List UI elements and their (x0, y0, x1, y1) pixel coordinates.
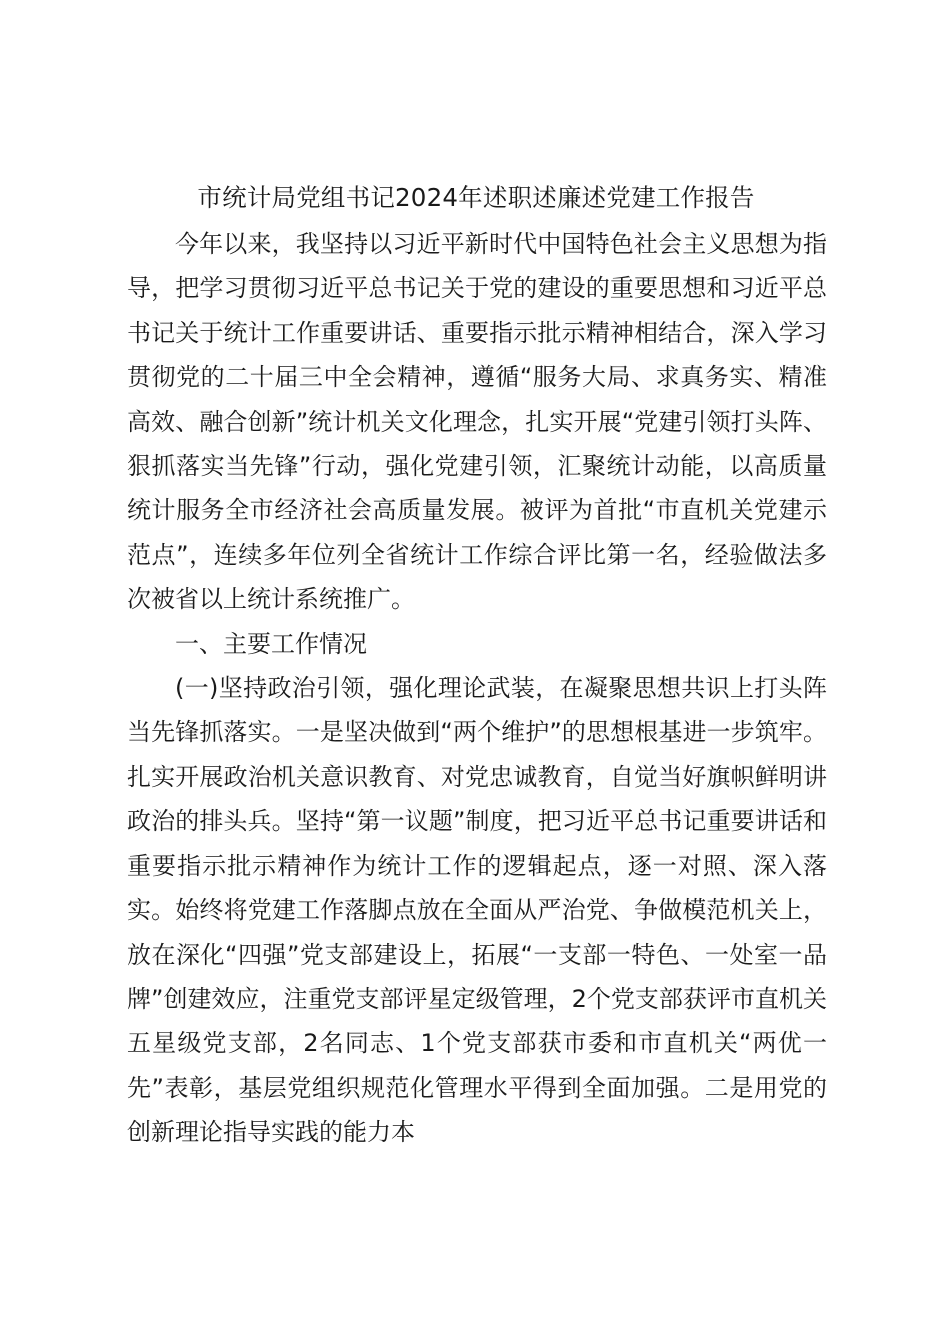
paragraph-intro: 今年以来，我坚持以习近平新时代中国特色社会主义思想为指导，把学习贯彻习近平总书记关于党的建设的重要思想和习近平总书记关于统计工作重要讲话、重要指示批示精神相结合，深入学习贯彻党的二十届三中全会精神，遵循“服务大局、求真务实、精准高效、融合创新”统计机关文化理念，扎实开展“党建引领打头阵、狠抓落实当先锋”行动，强化党建引领，汇聚统计动能，以高质量统计服务全市经济社会高质量发展。被评为首批“市直机关党建示范点”，连续多年位列全省统计工作综合评比第一名，经验做法多次被省以上统计系统推广。 (127, 230, 827, 614)
section-heading-main-work: 一、主要工作情况 (175, 629, 367, 658)
document-body (127, 222, 827, 1155)
document-title: 市统计局党组书记2024年述职述廉述党建工作报告 (197, 183, 755, 212)
paragraph-political-leadership: (一)坚持政治引领，强化理论武装，在凝聚思想共识上打头阵当先锋抓落实。一是坚决做到“两个维护”的思想根基进一步筑牢。扎实开展政治机关意识教育、对党忠诚教育，自觉当好旗帜鲜明讲政治的排头兵。坚持“第一议题”制度，把习近平总书记重要讲话和重要指示批示精神作为统计工作的逻辑起点，逐一对照、深入落实。始终将党建工作落脚点放在全面从严治党、争做模范机关上，放在深化“四强”党支部建设上，拓展“一支部一特色、一处室一品牌”创建效应，注重党支部评星定级管理，2个党支部获评市直机关五星级党支部，2名同志、1个党支部获市委和市直机关“两优一先”表彰，基层党组织规范化管理水平得到全面加强。二是用党的创新理论指导实践的能力本 (127, 674, 827, 1147)
